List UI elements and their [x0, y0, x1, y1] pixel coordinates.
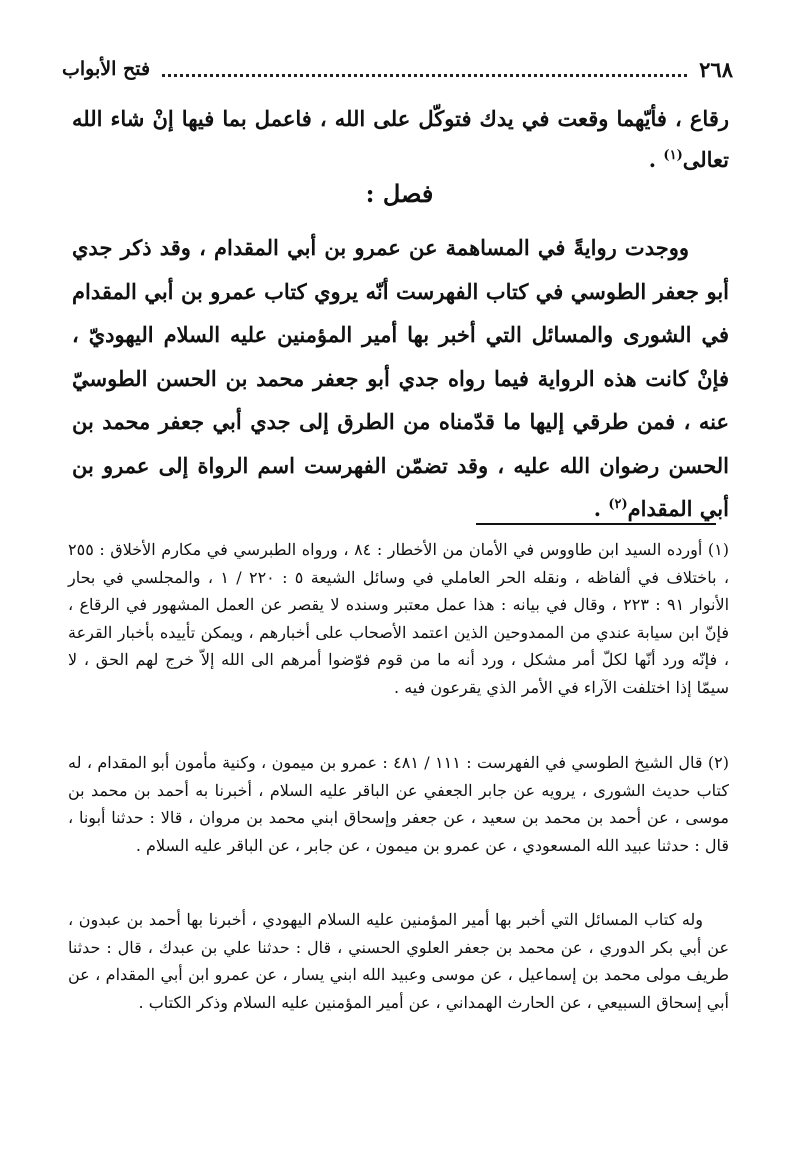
book-title: فتح الأبواب [62, 58, 151, 80]
footnote-2-text: قال الشيخ الطوسي في الفهرست : ١١١ / ٤٨١ : عمرو بن ميمون ، وكنية مأمون أبو المقدام ، له كتاب حديث الشورى ، يرويه عن جابر الجعفي عن الباقر عليه السلام ، أخبرنا به أحمد بن محمد بن موسى ، عن أحمد بن محمد بن سعيد ، عن جعفر وإسحاق ابني محمد بن مروان ، قالا : حدثنا أبونا ، قال : حدثنا عبيد الله المسعودي ، عن عمرو بن ميمون ، عن جابر ، عن الباقر عليه السلام . [68, 753, 729, 855]
intro-text: رقاع ، فأيّهما وقعت في يدك فتوكّل على الله ، فاعمل بما فيها إنْ شاء الله تعالى [72, 106, 729, 172]
main-paragraph [72, 226, 729, 531]
footnote-ref-1: (١) [663, 148, 683, 163]
intro-end: . [648, 147, 664, 172]
footnote-2-continuation: وله كتاب المسائل التي أخبر بها أمير المؤمنين عليه السلام اليهودي ، أخبرنا بها أحمد بن عبدون ، عن أبي بكر الدوري ، عن محمد بن جعفر العلوي الحسني ، قال : حدثنا علي بن عبدك ، قال : حدثنا طريف مولى محمد بن إسماعيل ، عن موسى وعبيد الله ابني يسار ، عن عمرو ابن أبي المقدام ، عن أبي إسحاق السبيعي ، عن الحارث الهمداني ، عن أمير المؤمنين عليه السلام وذكر الكتاب . [68, 910, 729, 1012]
intro-paragraph [72, 98, 729, 180]
footnote-1 [68, 536, 729, 702]
footnote-ref-2: (٢) [608, 497, 628, 512]
footnote-1-text: أورده السيد ابن طاووس في الأمان من الأخطار : ٨٤ ، ورواه الطبرسي في مكارم الأخلاق : ٢٥٥ ، باختلاف في ألفاظه ، ونقله الحر العاملي في وسائل الشيعة ٥ : ٢٢٠ / ١ ، والمجلسي في بحار الأنوار ٩١ : ٢٢٣ ، وقال في بيانه : هذا عمل معتبر وسنده لا يقصر عن العمل المشهور في الرقاع ، فإنّ ابن سيابة عندي من الممدوحين الذين اعتمد الأصحاب على أخبارهم ، ويمكن تأييده بأخبار القرعة ، فإنّه ورد أنّها لكلّ أمر مشكل ، ورد أنه ما من قوم فوّضوا أمرهم الى الله إلاّ خرج لهم الحق ، لا سيمّا إذا اختلفت الآراء في الأمر الذي يقرعون فيه . [68, 540, 730, 697]
header-dot-leader [162, 73, 687, 77]
footnote-2-marker: (٢) [707, 753, 730, 772]
section-heading: فصل : [365, 179, 434, 208]
footnote-1-marker: (١) [707, 540, 729, 559]
footnote-separator [476, 523, 716, 525]
running-header [62, 52, 733, 86]
footnote-2 [68, 749, 729, 859]
main-text: ووجدت روايةً في المساهمة عن عمرو بن أبي المقدام ، وقد ذكر جدي أبو جعفر الطوسي في كتاب الفهرست أنّه يروي كتاب عمرو بن أبي المقدام في الشورى والمسائل التي أخبر بها أمير المؤمنين عليه السلام اليهوديّ ، فإنْ كانت هذه الرواية فيما رواه جدي أبو جعفر محمد بن الحسن الطوسيّ عنه ، فمن طرقي إليها ما قدّمناه من الطرق إلى جدي أبي جعفر محمد بن الحسن رضوان الله عليه ، وقد تضمّن الفهرست اسم الرواة إلى عمرو بن أبي المقدام [72, 235, 729, 521]
main-end: . [593, 496, 609, 521]
page-number: ٢٦٨ [699, 56, 733, 82]
